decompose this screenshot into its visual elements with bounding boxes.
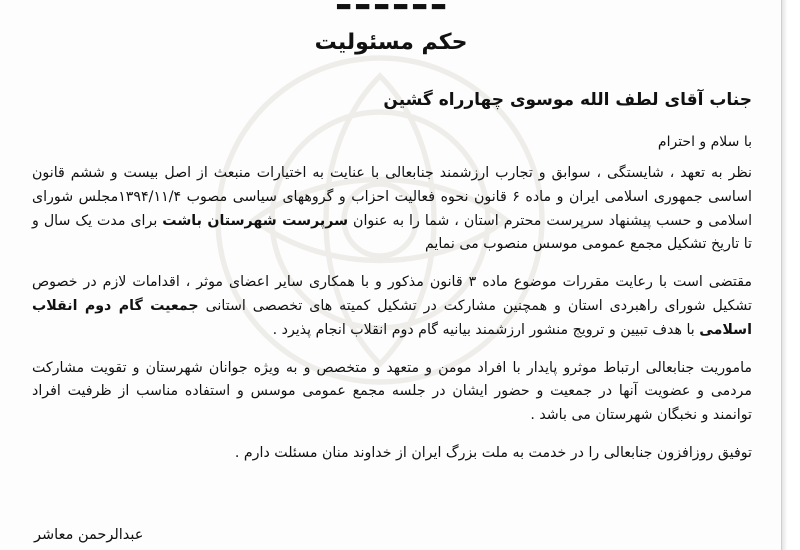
appointment-position: سرپرست شهرستان باشت — [162, 212, 349, 229]
document-title: حکم مسئولیت — [314, 30, 468, 55]
paragraph-duties — [32, 271, 752, 342]
page-edge-shadow — [781, 0, 800, 550]
cropped-header-line: ▂ ▂ ▂ ▂ ▂ ▂ — [336, 0, 446, 10]
paragraph-closing: توفیق روزافزون جنابعالی را در خدمت به ملت بزرگ ایران از خداوند منان مسئلت دارم . — [234, 444, 752, 461]
letter-body — [32, 162, 752, 480]
paragraph-appointment-text: نظر به تعهد ، شایستگی ، سوابق و تجارب ارزشمند جنابعالی با عنایت به اختیارات منبعث از اصل بیست و ششم قانون اساسی جمهوری اسلامی ایران و ماده ۶ قانون نحوه فعالیت احزاب و گروههای سیاسی مصوب ۱۳۹۴/۱۱/۴مجلس شورای اسلامی و حسب پیشنهاد سرپرست محترم استان ، شما را به عنوان — [32, 165, 753, 229]
organization-name: جمعیت گام دوم انقلاب اسلامی — [32, 297, 752, 338]
paragraph-duties-text: مقتضی است با رعایت مقررات موضوع ماده ۳ قانون مذکور و با همکاری سایر اعضای موثر ، اقدامات لازم در خصوص تشکیل شورای راهبردی استان و همچنین مشارکت در تشکیل کمیته های تخصصی استانی — [32, 274, 752, 314]
paragraph-appointment — [32, 162, 752, 257]
paragraph-duties-text-end: با هدف تبیین و ترویج منشور ارزشمند بیانیه گام دوم انقلاب انجام پذیرد . — [272, 321, 700, 338]
paragraph-mission: ماموریت جنابعالی ارتباط موثرو پایدار با افراد مومن و متعهد و متخصص و به ویژه جوانان شهرستان و تقویت مشارکت مردمی و عضویت آنها در جمعیت و حضور ایشان در جلسه مجمع عمومی موسس و استفاده مناسب از ظرفیت افراد توانمند و نخبگان شهرستان می باشد . — [32, 359, 752, 424]
paragraph-appointment-text-end: برای مدت یک سال و تا تاریخ تشکیل مجمع عمومی موسس منصوب می نمایم — [32, 212, 752, 253]
signature-name: عبدالرحمن معاشر — [34, 527, 144, 543]
addressee-line: جناب آقای لطف الله موسوی چهارراه گشین — [383, 90, 752, 110]
greeting-line: با سلام و احترام — [657, 134, 752, 150]
